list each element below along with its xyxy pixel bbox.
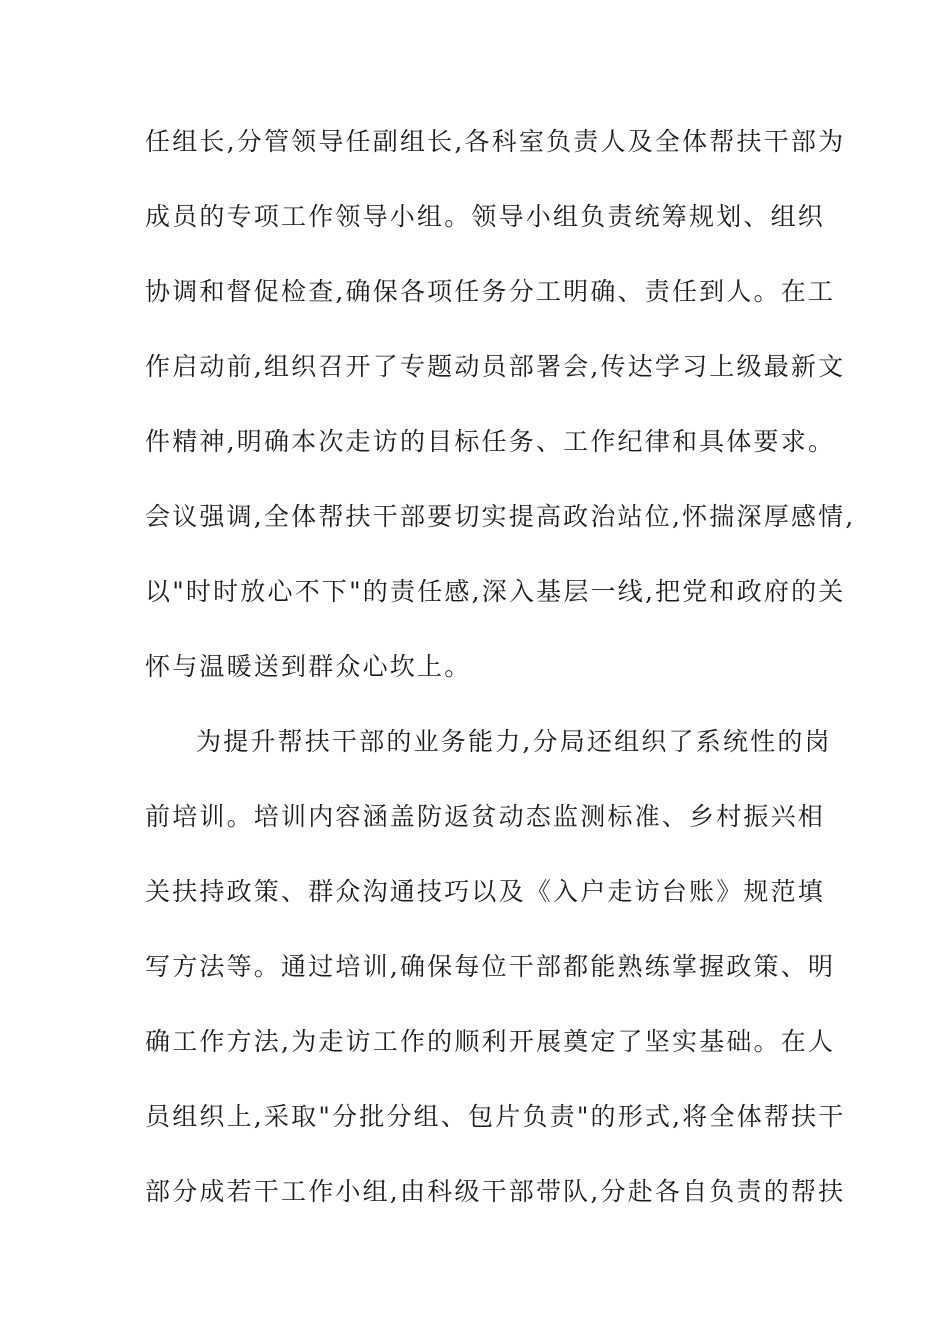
text-line-3: 协调和督促检查,确保各项任务分工明确、责任到人。在工 (145, 277, 836, 306)
text-line-4: 作启动前,组织召开了专题动员部署会,传达学习上级最新文 (145, 352, 846, 381)
text-line-6: 会议强调,全体帮扶干部要切实提高政治站位,怀揣深厚感情, (145, 502, 856, 531)
text-line-10: 前培训。培训内容涵盖防返贫动态监测标准、乡村振兴相 (145, 802, 826, 831)
text-line-2: 成员的专项工作领导小组。领导小组负责统筹规划、组织 (145, 202, 826, 231)
text-line-14: 员组织上,采取"分批分组、包片负责"的形式,将全体帮扶干 (145, 1102, 846, 1131)
paragraph-2-first-line: 为提升帮扶干部的业务能力,分局还组织了系统性的岗 (196, 727, 832, 756)
text-line-12: 写方法等。通过培训,确保每位干部都能熟练掌握政策、明 (145, 952, 836, 981)
text-line-1: 任组长,分管领导任副组长,各科室负责人及全体帮扶干部为 (145, 127, 846, 156)
text-line-13: 确工作方法,为走访工作的顺利开展奠定了坚实基础。在人 (145, 1027, 836, 1056)
text-line-15: 部分成若干工作小组,由科级干部带队,分赴各自负责的帮扶 (145, 1177, 846, 1206)
text-line-8: 怀与温暖送到群众心坎上。 (145, 652, 472, 681)
text-line-11: 关扶持政策、群众沟通技巧以及《入户走访台账》规范填 (145, 877, 826, 906)
text-line-7: 以"时时放心不下"的责任感,深入基层一线,把党和政府的关 (145, 577, 846, 606)
text-line-5: 件精神,明确本次走访的目标任务、工作纪律和具体要求。 (145, 427, 836, 456)
